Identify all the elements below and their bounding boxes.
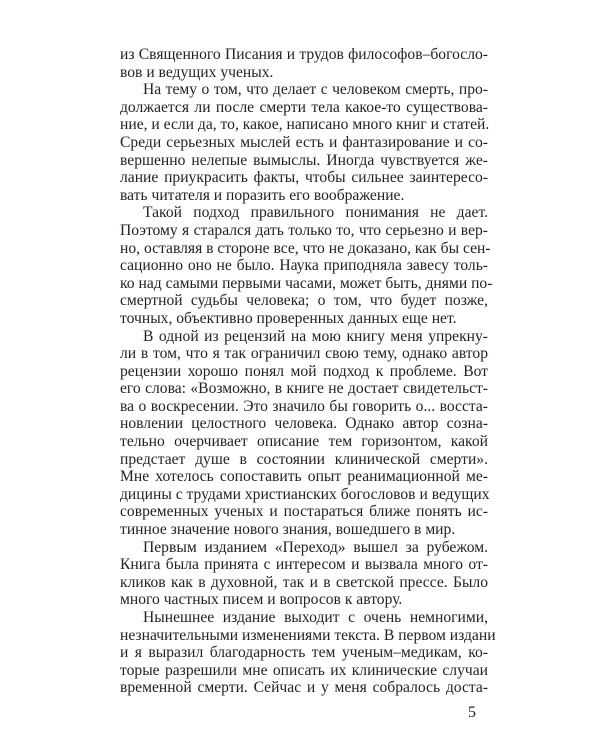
text-line: вершенно нелепые вымыслы. Иногда чувствуется же- bbox=[120, 151, 488, 169]
text-column bbox=[120, 46, 496, 697]
text-line: ко над самыми первыми часами, может быть, днями по- bbox=[120, 274, 493, 292]
text-line: В одной из рецензий на мою книгу меня упрекну- bbox=[143, 327, 488, 345]
text-line: вать читателя и поразить его воображение. bbox=[120, 186, 405, 204]
text-line: ние, и если да, то, какое, написано много книг и статей. bbox=[120, 116, 490, 134]
text-line: тельно очерчивает описание тем горизонтом, какой bbox=[120, 433, 488, 451]
text-line: новлении целостного человека. Однако автор созна- bbox=[120, 415, 488, 433]
text-line: сационно оно не было. Наука приподняла завесу толь- bbox=[120, 257, 488, 275]
text-line: его слова: «Возможно, в книге не достает свидетельст- bbox=[120, 380, 488, 398]
text-line: ли в том, что я так ограничил свою тему, однако автор bbox=[120, 345, 488, 363]
text-line: Такой подход правильного понимания не дает. bbox=[143, 204, 488, 222]
text-line: торые разрешили мне описать их клинические случаи bbox=[120, 661, 488, 679]
text-line: лание приукрасить факты, чтобы сильнее заинтересо- bbox=[120, 169, 488, 187]
text-line: временной смерти. Сейчас и у меня собралось доста- bbox=[120, 679, 488, 697]
text-line: и я выразил благодарность тем ученым–медикам, ко- bbox=[120, 644, 488, 662]
text-line: тинное значение нового знания, вошедшего в мир. bbox=[120, 521, 456, 539]
text-line: Мне хотелось сопоставить опыт реанимационной ме- bbox=[120, 468, 488, 486]
text-line: На тему о том, что делает с человеком смерть, про- bbox=[143, 81, 488, 99]
text-line: должается ли после смерти тела какое-то существова- bbox=[120, 98, 488, 116]
text-line: из Священного Писания и трудов философов–богосло- bbox=[120, 46, 488, 63]
text-line: Первым изданием «Переход» вышел за рубежом. bbox=[143, 538, 488, 556]
text-line: ва о воскресении. Это значило бы говорить о... восста- bbox=[120, 397, 488, 415]
text-line: вов и ведущих ученых. bbox=[120, 63, 274, 81]
text-line: незначительными изменениями текста. В первом издани bbox=[120, 626, 496, 644]
text-line: но, оставляя в стороне все, что не доказано, как бы сен- bbox=[120, 239, 491, 257]
text-line: кликов как в духовной, так и в светской прессе. Было bbox=[120, 573, 488, 591]
text-line: дицины с трудами христианских богословов и ведущих bbox=[120, 485, 490, 503]
text-line: смертной судьбы человека; о том, что будет позже, bbox=[120, 292, 488, 310]
text-line: Нынешнее издание выходит с очень немногими, bbox=[143, 609, 488, 626]
text-line: Среди серьезных мыслей есть и фантазирование и со- bbox=[120, 133, 488, 151]
text-line: современных ученых и постараться ближе понять ис- bbox=[120, 503, 488, 521]
text-line: предстает душе в состоянии клинической смерти». bbox=[120, 450, 488, 468]
text-line: рецензии хорошо понял мой подход к проблеме. Вот bbox=[120, 362, 488, 380]
text-line: точных, объективно проверенных данных еще нет. bbox=[120, 309, 457, 327]
text-line: много частных писем и вопросов к автору. bbox=[120, 591, 403, 609]
page-number: 5 bbox=[468, 704, 476, 721]
text-line: Поэтому я старался дать только то, что серьезно и вер- bbox=[120, 221, 488, 239]
text-line: Книга была принята с интересом и вызвала много от- bbox=[120, 556, 488, 574]
